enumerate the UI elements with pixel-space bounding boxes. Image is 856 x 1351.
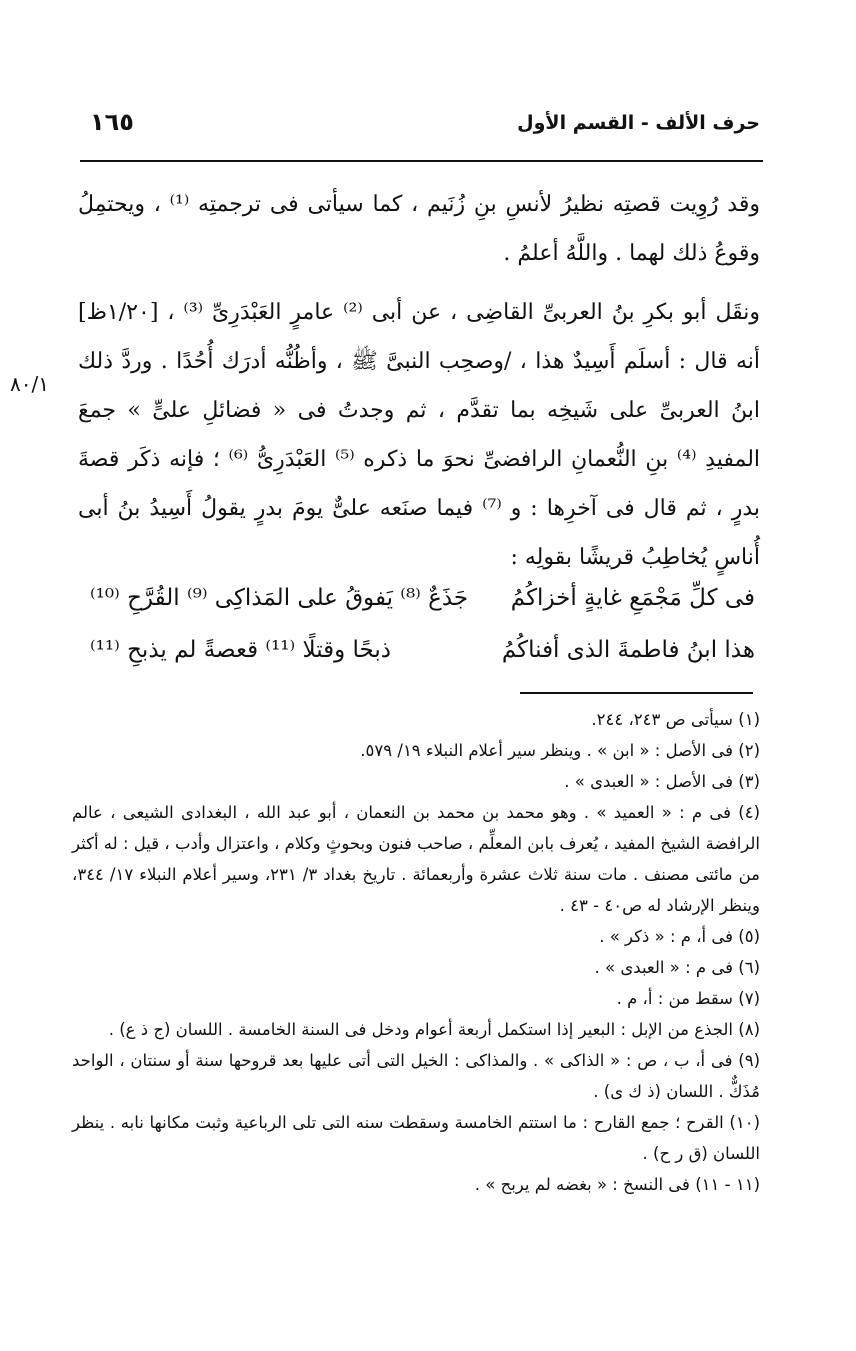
footnote-9 xyxy=(72,1045,760,1107)
footnote-number: (١٠) xyxy=(729,1113,760,1132)
footnote-number: (١١ - ١١) xyxy=(695,1175,760,1194)
footnote-4 xyxy=(72,797,760,921)
header-rule xyxy=(80,160,763,162)
verse-line-1 xyxy=(90,572,755,624)
footnote-number: (١) xyxy=(738,710,760,729)
footnote-8 xyxy=(72,1014,760,1045)
page-header xyxy=(80,108,760,152)
footnote-11 xyxy=(72,1169,760,1200)
footnote-text: سقط من : أ، م . xyxy=(616,989,733,1008)
page-number: ١٦٥ xyxy=(90,108,134,136)
verse-2-first-hemistich: هذا ابنُ فاطمةَ الذى أفناكُمُ xyxy=(501,637,755,663)
footnote-text: القرح ؛ جمع القارح : ما استتم الخامسة وسقطت سنه التى تلى الرباعية وثبت مكانها نابه . ينظر اللسان (ق ر ح) . xyxy=(72,1113,760,1163)
running-title: حرف الألف - القسم الأول xyxy=(517,112,760,134)
verse-1-second-hemistich: جَذَعٌ ⁽⁸⁾ يَفوقُ على المَذاكِى ⁽⁹⁾ القُرَّحِ ⁽¹⁰⁾ xyxy=(90,585,469,611)
footnote-text: فى الأصل : « العبدى » . xyxy=(564,772,733,791)
footnote-6 xyxy=(72,952,760,983)
footnote-2 xyxy=(72,735,760,766)
footnote-number: (٩) xyxy=(738,1051,760,1070)
verse-2-second-hemistich: ذبحًا وقتلًا ⁽¹¹⁾ قعصةً لم يذبحِ ⁽¹¹⁾ xyxy=(90,637,392,663)
footnote-number: (٢) xyxy=(738,741,760,760)
footnote-text: فى م : « العميد » . وهو محمد بن محمد بن النعمان ، أبو عبد الله ، البغدادى الشيعى ، عالم الرافضة الشيخ المفيد ، يُعرف بابن المعلِّم ، صاحب فنون وبحوثٍ وكلام ، واعتزال وأدب ، قيل : له أكثر من مائتى مصنف . مات سنة ثلاث عشرة وأربعمائة . تاريخ بغداد ٣/ ٢٣١، وسير أعلام النبلاء ١٧/ ٣٤٤، وينظر الإرشاد له ص٤٠ - ٤٣ . xyxy=(72,803,760,915)
verse-1-first-hemistich: فى كلِّ مَجْمَعِ غايةٍ أخزاكُمُ xyxy=(510,585,755,611)
footnote-number: (٦) xyxy=(738,958,760,977)
footnote-number: (٧) xyxy=(738,989,760,1008)
poem xyxy=(90,572,755,676)
footnote-5 xyxy=(72,921,760,952)
footnote-10 xyxy=(72,1107,760,1169)
footnote-number: (٣) xyxy=(738,772,760,791)
paragraph-1: وقد رُوِيت قصتِه نظيرُ لأنسِ بنِ زُنَيم ، كما سيأتى فى ترجمتِه ⁽¹⁾ ، ويحتمِلُ وقوعُ ذلك لهما . واللَّهُ أعلمُ . xyxy=(78,192,760,266)
verse-line-2 xyxy=(90,624,755,676)
footnote-text: الجذع من الإبل : البعير إذا استكمل أربعة أعوام ودخل فى السنة الخامسة . اللسان (ج ذ ع) . xyxy=(108,1020,733,1039)
footnote-number: (٥) xyxy=(738,927,760,946)
footnote-1 xyxy=(72,704,760,735)
paragraph-2: ونقَل أبو بكرِ بنُ العربىِّ القاضِى ، عن أبى ⁽²⁾ عامرٍ العَبْدَرِىِّ ⁽³⁾ ، [١/٢٠ظ] أنه قال : أسلَم أَسِيدٌ هذا ، /وصحِب النبىَّ ﷺ ، وأظُنُّه أدرَك أُحُدًا . وردَّ ذلك ابنُ العربىِّ على شَيخِه بما تقدَّم ، ثم وجدتُ فى « فضائلِ علىٍّ » جمعَ المفيدِ ⁽⁴⁾ بنِ النُّعمانِ الرافضىِّ نحوَ ما ذكره ⁽⁵⁾ العَبْدَرِىُّ ⁽⁶⁾ ؛ فإنه ذكَر قصةَ بدرٍ ، ثم قال فى آخرِها : و ⁽⁷⁾ فيما صنَعه علىٌّ يومَ بدرٍ يقولُ أَسِيدُ بنُ أبى أُناسٍ يُخاطِبُ قريشًا بقولِه : xyxy=(78,300,761,570)
footnotes xyxy=(72,704,760,1200)
footnote-7 xyxy=(72,983,760,1014)
main-text xyxy=(78,180,760,582)
footnote-text: فى النسخ : « بغضه لم يربح » . xyxy=(474,1175,690,1194)
footnote-text: فى الأصل : « ابن » . وينظر سير أعلام النبلاء ١٩/ ٥٧٩. xyxy=(360,741,733,760)
footnote-separator xyxy=(520,692,753,694)
footnote-3 xyxy=(72,766,760,797)
margin-folio-note: ٨٠/١ xyxy=(10,372,49,396)
footnote-text: سيأتى ص ٢٤٣، ٢٤٤. xyxy=(591,710,733,729)
footnote-number: (٤) xyxy=(738,803,760,822)
footnote-text: فى أ، ب ، ص : « الذاكى » . والمذاكى : الخيل التى أتى عليها بعد قروحها سنة أو سنتان ، الواحد مُذَكٌّ . اللسان (ذ ك ى) . xyxy=(72,1051,760,1101)
footnote-text: فى أ، م : « ذكر » . xyxy=(599,927,733,946)
footnote-number: (٨) xyxy=(738,1020,760,1039)
footnote-text: فى م : « العبدى » . xyxy=(594,958,733,977)
